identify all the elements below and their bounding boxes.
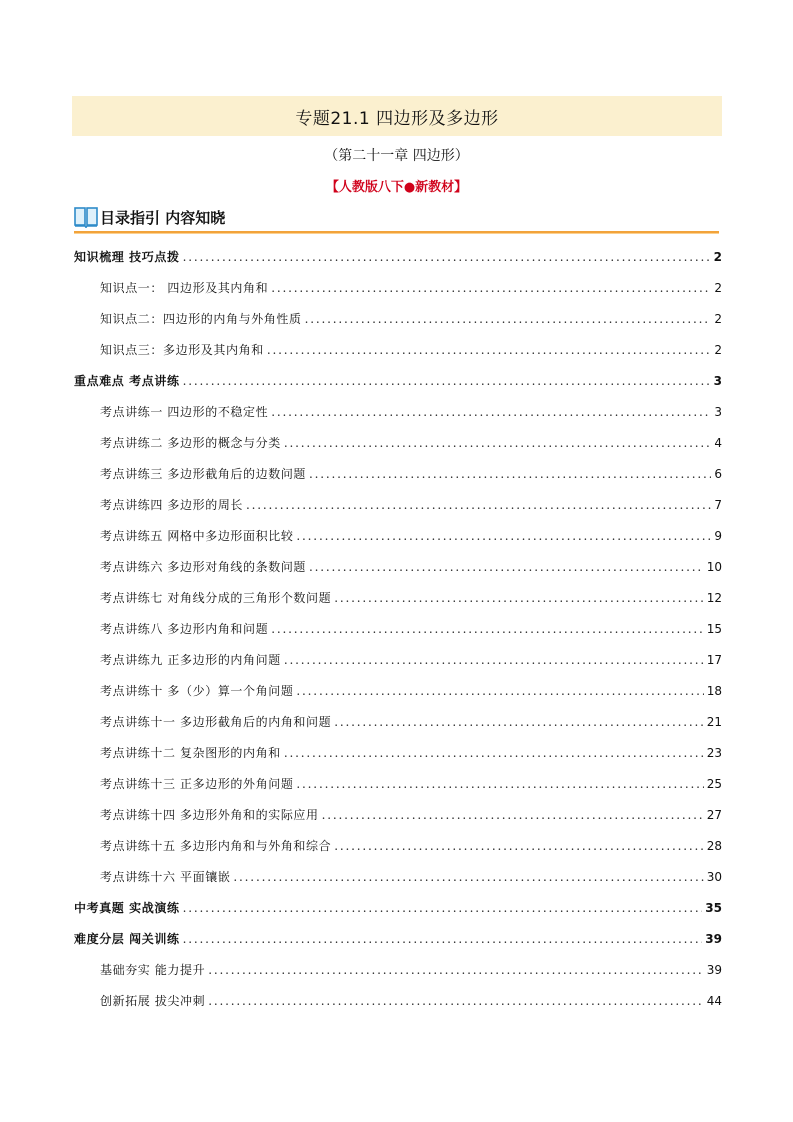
- toc-heading-label: 目录指引 内容知晓: [100, 208, 226, 227]
- toc-subsection-entry[interactable]: [100, 837, 722, 855]
- toc-entry-title: 考点讲练六 多边形对角线的条数问题: [100, 560, 307, 574]
- toc-page-number: 3: [714, 405, 722, 419]
- toc-page-number: 4: [714, 436, 722, 450]
- toc-subsection-entry[interactable]: [100, 682, 722, 700]
- dot-leader: [208, 961, 704, 979]
- toc-subsection-entry[interactable]: [100, 713, 722, 731]
- toc-page-number: 23: [706, 746, 722, 760]
- toc-page-number: 39: [706, 963, 722, 977]
- edition-label: 【人教版八下●新教材】: [325, 180, 468, 195]
- dot-leader: [183, 372, 711, 390]
- toc-subsection-entry[interactable]: [100, 527, 722, 545]
- toc-page-number: 35: [705, 901, 722, 915]
- toc-subsection-entry[interactable]: [100, 651, 722, 669]
- toc-page-number: 9: [714, 529, 722, 543]
- toc-page-number: 15: [706, 622, 722, 636]
- toc-subsection-entry[interactable]: [100, 310, 722, 328]
- toc-subsection-entry[interactable]: [100, 558, 722, 576]
- toc-section-entry[interactable]: [74, 899, 722, 917]
- toc-entry-title: 考点讲练三 多边形截角后的边数问题: [100, 467, 307, 481]
- dot-leader: [334, 713, 704, 731]
- toc-subsection-entry[interactable]: [100, 620, 722, 638]
- dot-leader: [309, 558, 704, 576]
- toc-entry-title: 重点难点 考点讲练: [74, 374, 180, 388]
- dot-leader: [305, 310, 712, 328]
- toc-entry-title: 考点讲练十一 多边形截角后的内角和问题: [100, 715, 332, 729]
- dot-leader: [271, 620, 704, 638]
- toc-entry-title: 知识点三：多边形及其内角和: [100, 343, 264, 357]
- page-title: 专题21.1 四边形及多边形: [295, 108, 499, 129]
- toc-page-number: 44: [706, 994, 722, 1008]
- toc-page-number: 17: [706, 653, 722, 667]
- dot-leader: [267, 341, 712, 359]
- toc-page-number: 3: [713, 374, 722, 388]
- toc-subsection-entry[interactable]: [100, 496, 722, 514]
- toc-entry-title: 考点讲练十五 多边形内角和与外角和综合: [100, 839, 332, 853]
- toc-subsection-entry[interactable]: [100, 775, 722, 793]
- toc-entry-title: 中考真题 实战演练: [74, 901, 180, 915]
- toc-section-entry[interactable]: [74, 930, 722, 948]
- toc-entry-title: 考点讲练十四 多边形外角和的实际应用: [100, 808, 319, 822]
- toc-entry-title: 考点讲练十六 平面镶嵌: [100, 870, 231, 884]
- dot-leader: [271, 403, 711, 421]
- dot-leader: [296, 682, 703, 700]
- toc-entry-title: 考点讲练一 四边形的不稳定性: [100, 405, 269, 419]
- toc-entry-title: 考点讲练五 网格中多边形面积比较: [100, 529, 294, 543]
- dot-leader: [183, 930, 703, 948]
- dot-leader: [296, 527, 711, 545]
- dot-leader: [284, 434, 712, 452]
- toc-entry-title: 创新拓展 拔尖冲刺: [100, 994, 206, 1008]
- toc-page-number: 7: [714, 498, 722, 512]
- toc-section-entry[interactable]: [74, 372, 722, 390]
- toc-page-number: 6: [714, 467, 722, 481]
- toc-subsection-entry[interactable]: [100, 434, 722, 452]
- toc-subsection-entry[interactable]: [100, 341, 722, 359]
- toc-entry-title: 知识点二：四边形的内角与外角性质: [100, 312, 302, 326]
- toc-entry-title: 考点讲练四 多边形的周长: [100, 498, 244, 512]
- dot-leader: [246, 496, 711, 514]
- toc-page-number: 27: [706, 808, 722, 822]
- toc-page-number: 2: [714, 312, 722, 326]
- toc-entry-title: 考点讲练十三 正多边形的外角问题: [100, 777, 294, 791]
- toc-subsection-entry[interactable]: [100, 992, 722, 1010]
- toc-subsection-entry[interactable]: [100, 868, 722, 886]
- dot-leader: [322, 806, 704, 824]
- toc-page-number: 2: [714, 281, 722, 295]
- toc-section-entry[interactable]: [74, 248, 722, 266]
- toc-entry-title: 考点讲练二 多边形的概念与分类: [100, 436, 281, 450]
- dot-leader: [233, 868, 703, 886]
- dot-leader: [334, 589, 704, 607]
- toc-entry-title: 考点讲练九 正多边形的内角问题: [100, 653, 281, 667]
- toc-entry-title: 难度分层 闯关训练: [74, 932, 180, 946]
- toc-page-number: 12: [706, 591, 722, 605]
- toc-page-number: 2: [714, 343, 722, 357]
- dot-leader: [284, 744, 704, 762]
- toc-page-number: 39: [705, 932, 722, 946]
- toc-page-number: 28: [706, 839, 722, 853]
- toc-page-number: 18: [706, 684, 722, 698]
- toc-entry-title: 考点讲练十二 复杂图形的内角和: [100, 746, 281, 760]
- dot-leader: [334, 837, 704, 855]
- dot-leader: [208, 992, 704, 1010]
- toc-page-number: 10: [706, 560, 722, 574]
- toc-entry-title: 考点讲练十 多（少）算一个角问题: [100, 684, 294, 698]
- toc-subsection-entry[interactable]: [100, 806, 722, 824]
- dot-leader: [183, 899, 703, 917]
- dot-leader: [271, 279, 711, 297]
- toc-entry-title: 知识梳理 技巧点拨: [74, 250, 180, 264]
- toc-subsection-entry[interactable]: [100, 465, 722, 483]
- dot-leader: [296, 775, 703, 793]
- toc-subsection-entry[interactable]: [100, 744, 722, 762]
- toc-page-number: 2: [713, 250, 722, 264]
- chapter-subtitle: （第二十一章 四边形）: [324, 148, 469, 164]
- toc-entry-title: 考点讲练八 多边形内角和问题: [100, 622, 269, 636]
- dot-leader: [309, 465, 711, 483]
- toc-page-number: 30: [706, 870, 722, 884]
- toc-subsection-entry[interactable]: [100, 589, 722, 607]
- toc-page-number: 21: [706, 715, 722, 729]
- toc-entry-title: 基础夯实 能力提升: [100, 963, 206, 977]
- dot-leader: [183, 248, 711, 266]
- dot-leader: [284, 651, 704, 669]
- toc-entry-title: 考点讲练七 对角线分成的三角形个数问题: [100, 591, 332, 605]
- toc-subsection-entry[interactable]: [100, 403, 722, 421]
- toc-subsection-entry[interactable]: [100, 961, 722, 979]
- toc-subsection-entry[interactable]: [100, 279, 722, 297]
- toc-page-number: 25: [706, 777, 722, 791]
- toc-entry-title: 知识点一： 四边形及其内角和: [100, 281, 269, 295]
